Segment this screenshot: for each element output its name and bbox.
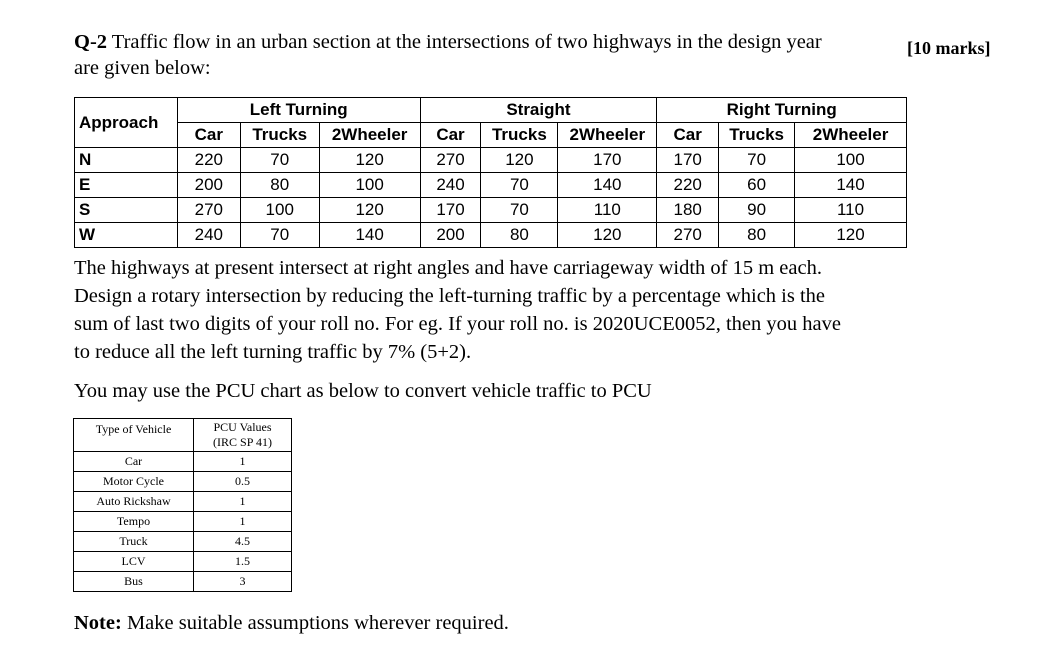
table-cell: 270	[657, 223, 719, 248]
table-cell: 180	[657, 198, 719, 223]
table-cell: 100	[319, 173, 420, 198]
table-cell: 70	[240, 223, 319, 248]
table-cell: 120	[795, 223, 907, 248]
pcu-header-type: Type of Vehicle	[74, 419, 194, 452]
group-header-left-turning: Left Turning	[177, 98, 420, 123]
table-cell: 120	[319, 148, 420, 173]
table-cell: 120	[558, 223, 657, 248]
table-cell: 80	[719, 223, 795, 248]
table-row	[74, 472, 292, 492]
subheader: 2Wheeler	[558, 123, 657, 148]
subheader: Car	[657, 123, 719, 148]
vehicle-cell: Motor Cycle	[74, 472, 194, 492]
table-row	[75, 198, 907, 223]
table-cell: 240	[420, 173, 481, 198]
marks-label: [10 marks]	[907, 38, 991, 58]
pcu-cell: 1	[194, 512, 292, 532]
table-cell: 170	[558, 148, 657, 173]
traffic-flow-table	[74, 97, 907, 248]
paragraph-line: The highways at present intersect at right angles and have carriageway width of 15 m each.	[74, 257, 822, 279]
table-row	[74, 492, 292, 512]
pcu-table	[73, 418, 292, 592]
table-cell: 70	[240, 148, 319, 173]
vehicle-cell: Car	[74, 452, 194, 472]
approach-cell: N	[75, 148, 178, 173]
table-row	[74, 552, 292, 572]
vehicle-cell: Auto Rickshaw	[74, 492, 194, 512]
table-row	[75, 148, 907, 173]
table-row	[74, 532, 292, 552]
table-cell: 220	[177, 148, 240, 173]
note-label: Note:	[74, 612, 122, 634]
table-cell: 200	[177, 173, 240, 198]
table-row	[74, 452, 292, 472]
table-cell: 170	[420, 198, 481, 223]
table-cell: 100	[795, 148, 907, 173]
paragraph-line: sum of last two digits of your roll no. For eg. If your roll no. is 2020UCE0052, then you have	[74, 313, 841, 335]
approach-cell: S	[75, 198, 178, 223]
subheader: 2Wheeler	[319, 123, 420, 148]
paragraph-line: to reduce all the left turning traffic by 7% (5+2).	[74, 341, 472, 363]
table-cell: 140	[795, 173, 907, 198]
group-header-straight: Straight	[420, 98, 657, 123]
subheader: Car	[177, 123, 240, 148]
pcu-cell: 1	[194, 452, 292, 472]
table-cell: 70	[481, 198, 558, 223]
note	[74, 612, 509, 635]
table-cell: 200	[420, 223, 481, 248]
table-cell: 60	[719, 173, 795, 198]
table-cell: 110	[558, 198, 657, 223]
table-row	[74, 512, 292, 532]
question-number: Q-2	[74, 31, 108, 53]
pcu-cell: 3	[194, 572, 292, 592]
table-cell: 90	[719, 198, 795, 223]
table-cell: 80	[481, 223, 558, 248]
table-cell: 240	[177, 223, 240, 248]
table-cell: 270	[177, 198, 240, 223]
approach-cell: W	[75, 223, 178, 248]
table-cell: 140	[319, 223, 420, 248]
note-text: Make suitable assumptions wherever required.	[126, 612, 509, 634]
table-cell: 100	[240, 198, 319, 223]
approach-header: Approach	[75, 98, 178, 148]
pcu-cell: 1.5	[194, 552, 292, 572]
subheader: 2Wheeler	[795, 123, 907, 148]
group-header-right-turning: Right Turning	[657, 98, 907, 123]
vehicle-cell: Truck	[74, 532, 194, 552]
table-cell: 140	[558, 173, 657, 198]
table-row	[75, 223, 907, 248]
pcu-header-values-line2: (IRC SP 41)	[213, 435, 272, 449]
subheader: Trucks	[481, 123, 558, 148]
pcu-cell: 0.5	[194, 472, 292, 492]
table-cell: 270	[420, 148, 481, 173]
table-cell: 70	[719, 148, 795, 173]
pcu-header-values-line1: PCU Values	[213, 420, 272, 434]
question-text-1: Traffic flow in an urban section at the intersections of two highways in the design year	[111, 31, 822, 53]
pcu-cell: 1	[194, 492, 292, 512]
subheader: Trucks	[719, 123, 795, 148]
paragraph-line: Design a rotary intersection by reducing the left-turning traffic by a percentage which is the	[74, 285, 826, 307]
pcu-cell: 4.5	[194, 532, 292, 552]
table-cell: 170	[657, 148, 719, 173]
vehicle-cell: LCV	[74, 552, 194, 572]
table-cell: 80	[240, 173, 319, 198]
table-row	[75, 173, 907, 198]
pcu-header-values	[194, 419, 292, 452]
table-cell: 120	[319, 198, 420, 223]
question-line-1	[74, 30, 822, 54]
approach-cell: E	[75, 173, 178, 198]
problem-statement	[74, 254, 914, 366]
subheader: Car	[420, 123, 481, 148]
table-cell: 220	[657, 173, 719, 198]
table-row	[74, 572, 292, 592]
vehicle-cell: Bus	[74, 572, 194, 592]
table-cell: 120	[481, 148, 558, 173]
pcu-intro: You may use the PCU chart as below to convert vehicle traffic to PCU	[74, 380, 652, 402]
vehicle-cell: Tempo	[74, 512, 194, 532]
subheader: Trucks	[240, 123, 319, 148]
table-cell: 110	[795, 198, 907, 223]
question-line-2: are given below:	[74, 57, 211, 79]
table-cell: 70	[481, 173, 558, 198]
